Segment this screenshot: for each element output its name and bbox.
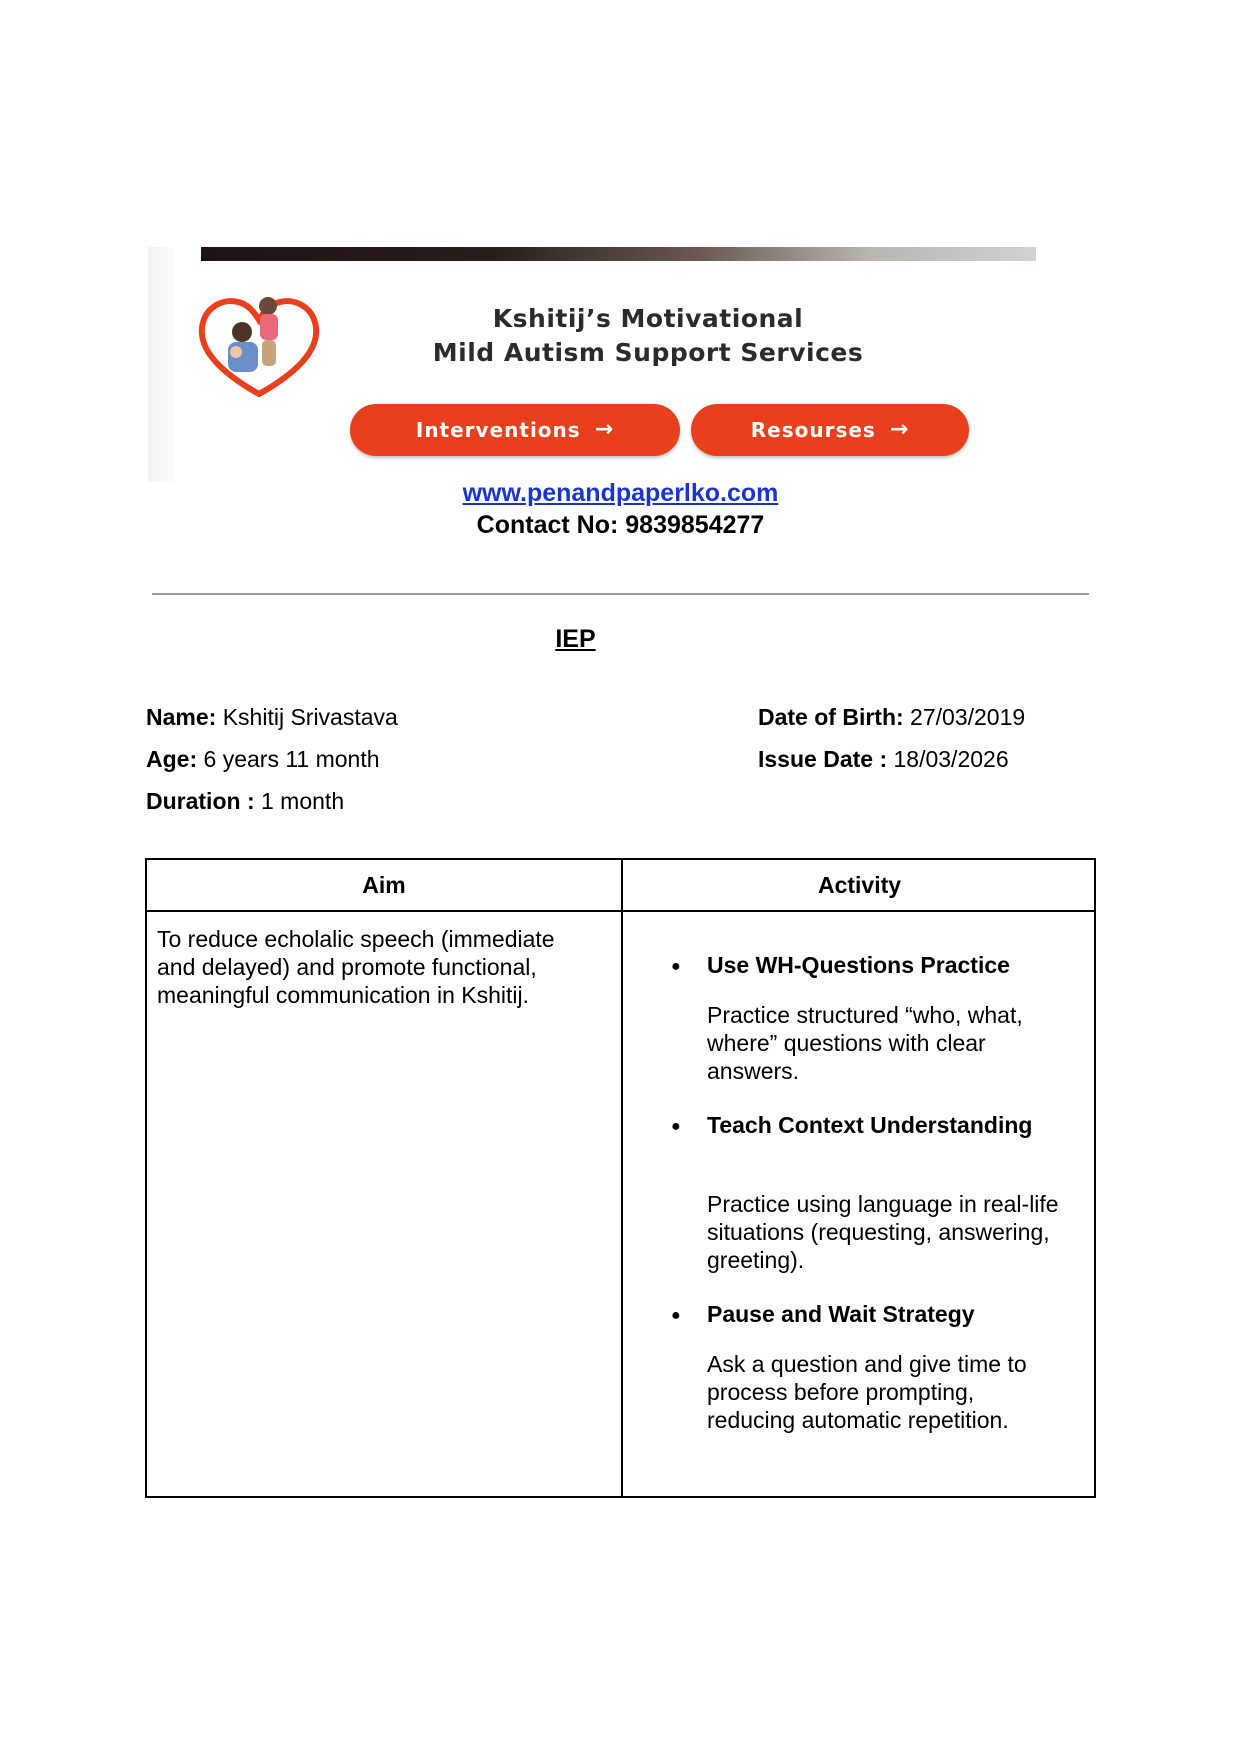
activity-desc-line: situations (requesting, answering,: [707, 1219, 1050, 1245]
divider: [152, 593, 1089, 595]
banner-title-line2: Mild Autism Support Services: [432, 338, 864, 367]
issue-date-value: 18/03/2026: [887, 746, 1009, 772]
aim-cell: [157, 925, 597, 1009]
activity-title: Teach Context Understanding: [707, 1112, 1033, 1138]
aim-line: To reduce echolalic speech (immediate: [157, 926, 555, 952]
interventions-button[interactable]: [350, 404, 680, 456]
bullet-icon: ●: [671, 1307, 681, 1324]
name-value: Kshitij Srivastava: [216, 704, 398, 730]
activity-cell: [623, 860, 1096, 1496]
arrow-right-icon: →: [594, 417, 615, 442]
banner-title: [368, 302, 928, 370]
iep-table: [145, 858, 1096, 1498]
duration-field: [146, 786, 344, 816]
page-title: IEP: [555, 625, 596, 653]
age-value: 6 years 11 month: [197, 746, 380, 772]
activity-description: [707, 1190, 1087, 1274]
website-link[interactable]: www.penandpaperlko.com: [462, 479, 779, 507]
age-label: Age:: [146, 746, 198, 772]
dob-label: Date of Birth:: [758, 704, 904, 730]
name-label: Name:: [146, 704, 217, 730]
aim-line: and delayed) and promote functional,: [157, 954, 537, 980]
header-banner: [148, 247, 1058, 482]
activity-desc-line: reducing automatic repetition.: [707, 1407, 1009, 1433]
duration-label: Duration :: [146, 788, 255, 814]
heart-logo-icon: [196, 292, 322, 402]
activity-header: Activity: [817, 872, 902, 898]
issue-date-label: Issue Date :: [758, 746, 888, 772]
contact-number: Contact No: 9839854277: [476, 511, 765, 539]
duration-value: 1 month: [254, 788, 345, 814]
resources-button-label: Resourses: [750, 418, 876, 442]
aim-line: meaningful communication in Kshitij.: [157, 982, 530, 1008]
issue-date-field: [758, 744, 1009, 774]
activity-desc-line: answers.: [707, 1058, 800, 1084]
activity-title: Use WH-Questions Practice: [707, 952, 1010, 978]
arrow-right-icon: →: [889, 417, 910, 442]
activity-description: [707, 1001, 1087, 1085]
activity-desc-line: Ask a question and give time to: [707, 1351, 1027, 1377]
activity-desc-line: where” questions with clear: [707, 1030, 986, 1056]
interventions-button-label: Interventions: [415, 418, 581, 442]
dob-field: [758, 702, 1025, 732]
aim-header: Aim: [362, 872, 406, 898]
resources-button[interactable]: [691, 404, 969, 456]
dob-value: 27/03/2019: [903, 704, 1026, 730]
name-field: [146, 702, 398, 732]
banner-edge: [148, 247, 174, 482]
activity-desc-line: process before prompting,: [707, 1379, 975, 1405]
bullet-icon: ●: [671, 1118, 681, 1135]
activity-title: Pause and Wait Strategy: [707, 1301, 975, 1327]
banner-top-bar: [201, 247, 1036, 261]
banner-title-line1: Kshitij’s Motivational: [492, 304, 804, 333]
activity-description: [707, 1350, 1087, 1434]
activity-desc-line: Practice structured “who, what,: [707, 1002, 1023, 1028]
activity-desc-line: Practice using language in real-life: [707, 1191, 1059, 1217]
bullet-icon: ●: [671, 958, 681, 975]
activity-desc-line: greeting).: [707, 1247, 805, 1273]
age-field: [146, 744, 380, 774]
